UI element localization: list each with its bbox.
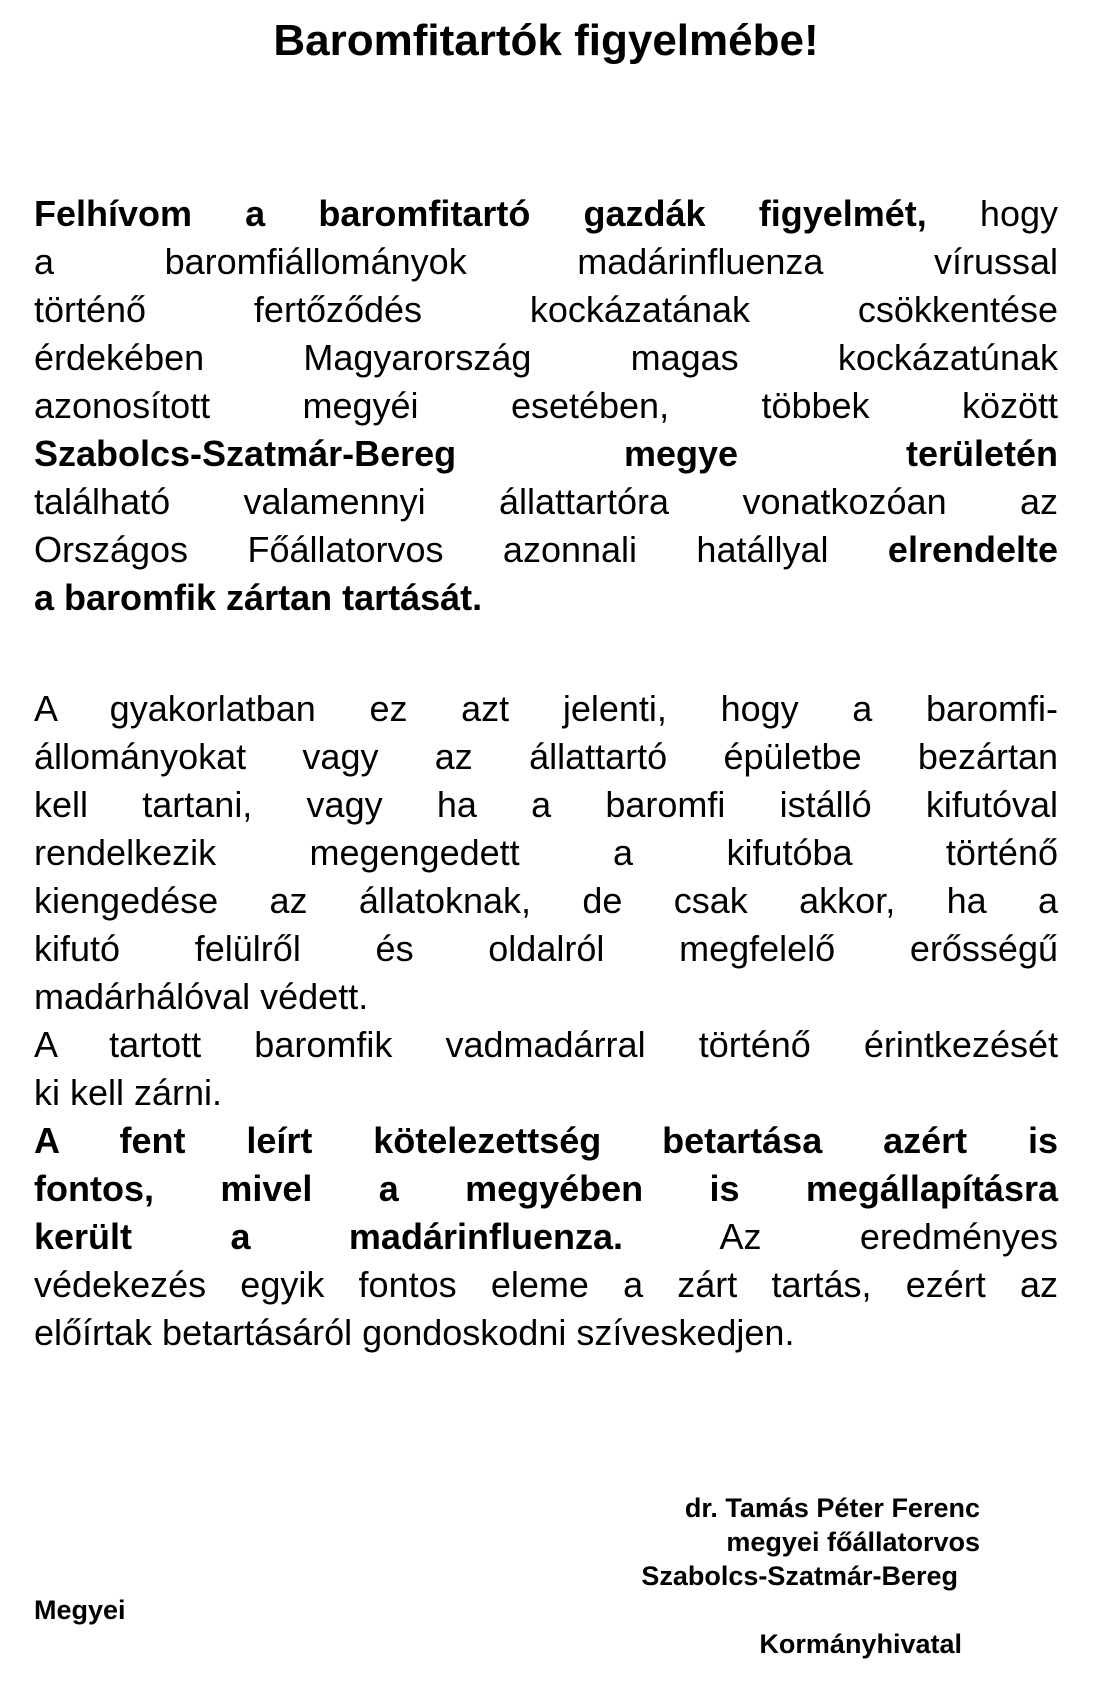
signature-line: Szabolcs-Szatmár-Bereg xyxy=(641,1561,958,1591)
paragraph-2 xyxy=(34,685,1058,1357)
text-segment: A tartott baromfik vadmadárral történő érintkezését xyxy=(34,1024,1058,1065)
text-segment: kifutó felülről és oldalról megfelelő erősségű xyxy=(34,928,1058,969)
text-segment: A gyakorlatban ez azt jelenti, hogy a baromfi- xyxy=(34,688,1058,729)
text-line xyxy=(34,1213,1058,1261)
text-segment: rendelkezik megengedett a kifutóba történő xyxy=(34,832,1058,873)
text-segment: a baromfik zártan tartását. xyxy=(34,577,483,618)
text-line xyxy=(34,574,1058,622)
text-segment: érdekében Magyarország magas kockázatúnak xyxy=(34,337,1058,378)
signature-line: Megyei xyxy=(34,1595,126,1625)
text-line xyxy=(34,190,1058,238)
text-segment: a baromfiállományok madárinfluenza vírussal xyxy=(34,241,1058,282)
text-line xyxy=(34,1021,1058,1069)
text-line xyxy=(34,334,1058,382)
text-line xyxy=(34,685,1058,733)
text-line xyxy=(34,238,1058,286)
text-line xyxy=(34,973,1058,1021)
text-segment: állományokat vagy az állattartó épületbe bezártan xyxy=(34,736,1058,777)
text-line xyxy=(34,781,1058,829)
text-line xyxy=(34,478,1058,526)
signature-line: Kormányhivatal xyxy=(759,1629,962,1659)
text-line xyxy=(34,829,1058,877)
paragraph-1 xyxy=(34,190,1058,622)
text-segment: fontos, mivel a megyében is megállapításra xyxy=(34,1168,1058,1209)
text-segment: előírtak betartásáról gondoskodni szíveskedjen. xyxy=(34,1312,795,1353)
text-segment: Szabolcs-Szatmár-Bereg megye területén xyxy=(34,433,1058,474)
text-line xyxy=(34,430,1058,478)
body-paragraphs xyxy=(34,190,1058,1357)
text-line xyxy=(34,1117,1058,1165)
text-segment: került a madárinfluenza. xyxy=(34,1216,623,1257)
text-line xyxy=(34,1069,1058,1117)
document-title: Baromfitartók figyelmébe! xyxy=(273,16,819,65)
text-segment: Országos Főállatorvos azonnali hatállyal xyxy=(34,529,888,570)
text-line xyxy=(34,382,1058,430)
signature-block xyxy=(34,1491,1058,1661)
text-segment: elrendelte xyxy=(887,529,1058,570)
text-line xyxy=(34,1261,1058,1309)
text-segment: kiengedése az állatoknak, de csak akkor, ha a xyxy=(34,880,1058,921)
text-segment: ki kell zárni. xyxy=(34,1072,223,1113)
text-segment: kell tartani, vagy ha a baromfi istálló kifutóval xyxy=(34,784,1058,825)
text-line xyxy=(34,286,1058,334)
text-segment: védekezés egyik fontos eleme a zárt tartás, ezért az xyxy=(34,1264,1058,1305)
text-line xyxy=(34,526,1058,574)
text-line xyxy=(34,1165,1058,1213)
text-line xyxy=(34,1309,1058,1357)
text-segment: A fent leírt kötelezettség betartása azért is xyxy=(34,1120,1058,1161)
text-segment: történő fertőződés kockázatának csökkentése xyxy=(34,289,1058,330)
text-segment: Felhívom a baromfitartó gazdák figyelmét, xyxy=(34,193,927,234)
text-segment: madárhálóval védett. xyxy=(34,976,369,1017)
text-segment: található valamennyi állattartóra vonatkozóan az xyxy=(34,481,1058,522)
signature-line: dr. Tamás Péter Ferenc xyxy=(684,1493,980,1523)
text-line xyxy=(34,877,1058,925)
text-segment: azonosított megyéi esetében, többek között xyxy=(34,385,1058,426)
text-segment: hogy xyxy=(926,193,1058,234)
text-line xyxy=(34,733,1058,781)
signature-line: megyei főállatorvos xyxy=(726,1527,980,1557)
text-line xyxy=(34,925,1058,973)
text-segment: Az eredményes xyxy=(623,1216,1059,1257)
